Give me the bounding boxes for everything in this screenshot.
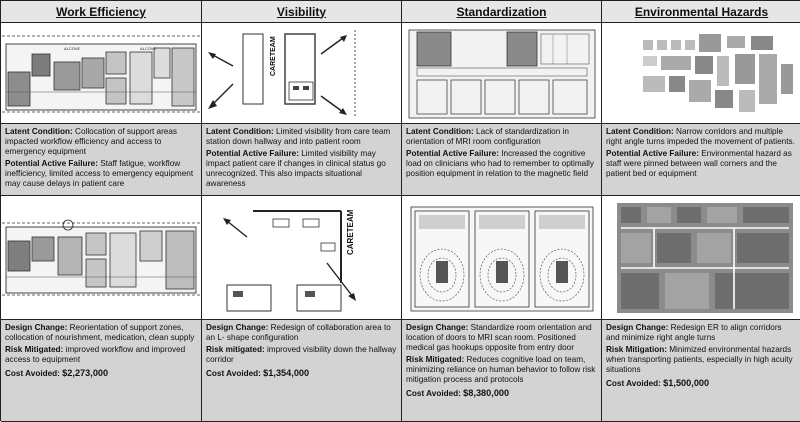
cost-avoided-label: Cost Avoided: [606,379,661,388]
floorplan-before-visibility [202,23,402,124]
risk-label: Risk Mitigation: [606,345,667,354]
floorplan-image [603,24,800,123]
cost-avoided-value: $1,354,000 [263,368,310,378]
header-label: Visibility [276,4,327,19]
alcove-label: ALCOVE [63,45,80,51]
potential-failure-label: Potential Active Failure: [606,149,699,158]
potential-failure-text: Limited visibility may impact patient care if changes in clinical status go unrecognized. This also impacts situational awareness [206,149,386,188]
floorplan-image [403,24,601,123]
floorplan-image [2,24,201,123]
column-header-standardization [402,1,602,23]
potential-failure-label: Potential Active Failure: [206,149,299,158]
design-change-text-standardization [402,320,602,422]
latent-condition-text: Lack of standardization in orientation of MRI room configuration [406,127,569,146]
design-change-label: Design Change: [606,323,669,332]
header-label: Work Efficiency [56,4,146,19]
risk-text: improved visibility down the hallway corridor [206,345,397,364]
latent-condition-label: Latent Condition: [606,127,674,136]
floorplan-before-environmental-hazards [602,23,800,124]
design-change-text-environmental-hazards [602,320,800,422]
floorplan-image [2,197,201,319]
potential-failure-text: Environmental hazard as staff were pinned between wall corners and the patient bed or equipment [606,149,792,178]
design-change-text: Reorientation of support zones, collocation of nourishment, medication, clean supply [5,323,195,342]
risk-text: Reduces cognitive load on team, minimizing reliance on human behavior to follow risk mitigation process and protocols [406,355,596,384]
latent-failure-text-environmental-hazards [602,124,800,196]
column-header-visibility [202,1,402,23]
latent-condition-text: Narrow corridors and multiple right angle turns impeded the movement of patients. [606,127,795,146]
floorplan-before-work-efficiency [1,23,202,124]
design-change-label: Design Change: [206,323,269,332]
floorplan-image [203,24,401,123]
floorplan-after-work-efficiency [1,196,202,320]
risk-label: Risk Mitigated: [406,355,465,364]
potential-failure-label: Potential Active Failure: [406,149,499,158]
latent-condition-text: Collocation of support areas impacted workflow efficiency and access to emergency equipment [5,127,177,156]
potential-failure-label: Potential Active Failure: [5,159,98,168]
careteam-label: CARETEAM [345,209,355,255]
careteam-label: CARETEAM [269,35,277,76]
latent-failure-text-standardization [402,124,602,196]
latent-condition-label: Latent Condition: [5,127,73,136]
potential-failure-text: Staff fatigue, workflow inefficiency, limited access to emergency equipment may cause delays in patient care [5,159,194,188]
design-change-label: Design Change: [5,323,68,332]
floorplan-before-standardization [402,23,602,124]
cost-avoided-label: Cost Avoided: [206,369,261,378]
latent-condition-label: Latent Condition: [206,127,274,136]
cost-avoided-value: $1,500,000 [663,378,710,388]
design-change-label: Design Change: [406,323,469,332]
latent-condition-label: Latent Condition: [406,127,474,136]
latent-failure-text-work-efficiency [1,124,202,196]
cost-avoided-value: $8,380,000 [463,388,510,398]
design-change-text-work-efficiency [1,320,202,422]
header-label: Standardization [456,4,547,19]
latent-condition-text: Limited visibility from care team station down hallway and into patient room [206,127,391,146]
design-change-text: Standardize room orientation and location of doors to MRI scan room. Positioned medical gas hookups opposite from entry door [406,323,592,352]
design-change-text-visibility [202,320,402,422]
floorplan-after-visibility [202,196,402,320]
cost-avoided-value: $2,273,000 [62,368,109,378]
risk-label: Risk Mitigated: [5,345,64,354]
risk-text: Minimized environmental hazards when transporting patients, especially in high acuity situations [606,345,793,374]
risk-label: Risk mitigated: [206,345,265,354]
floorplan-after-environmental-hazards [602,196,800,320]
alcove-label: ALCOVE [139,45,156,51]
floorplan-image [403,197,601,319]
column-header-work-efficiency [1,1,202,23]
potential-failure-text: Increased the cognitive load on clinicians who had to remember to optimally position equipment in relation to the magnetic field [406,149,594,178]
design-change-text: Redesign of collaboration area to an L- shape configuration [206,323,391,342]
floorplan-after-standardization [402,196,602,320]
risk-text: improved workflow and improved access to equipment [5,345,186,364]
header-label: Environmental Hazards [634,4,769,19]
design-change-text: Redesign ER to align corridors and minimize right angle turns [606,323,782,342]
column-header-environmental-hazards [602,1,800,23]
latent-failure-text-visibility [202,124,402,196]
floorplan-image [603,197,800,319]
cost-avoided-label: Cost Avoided: [5,369,60,378]
floorplan-image [203,197,401,319]
cost-avoided-label: Cost Avoided: [406,389,461,398]
